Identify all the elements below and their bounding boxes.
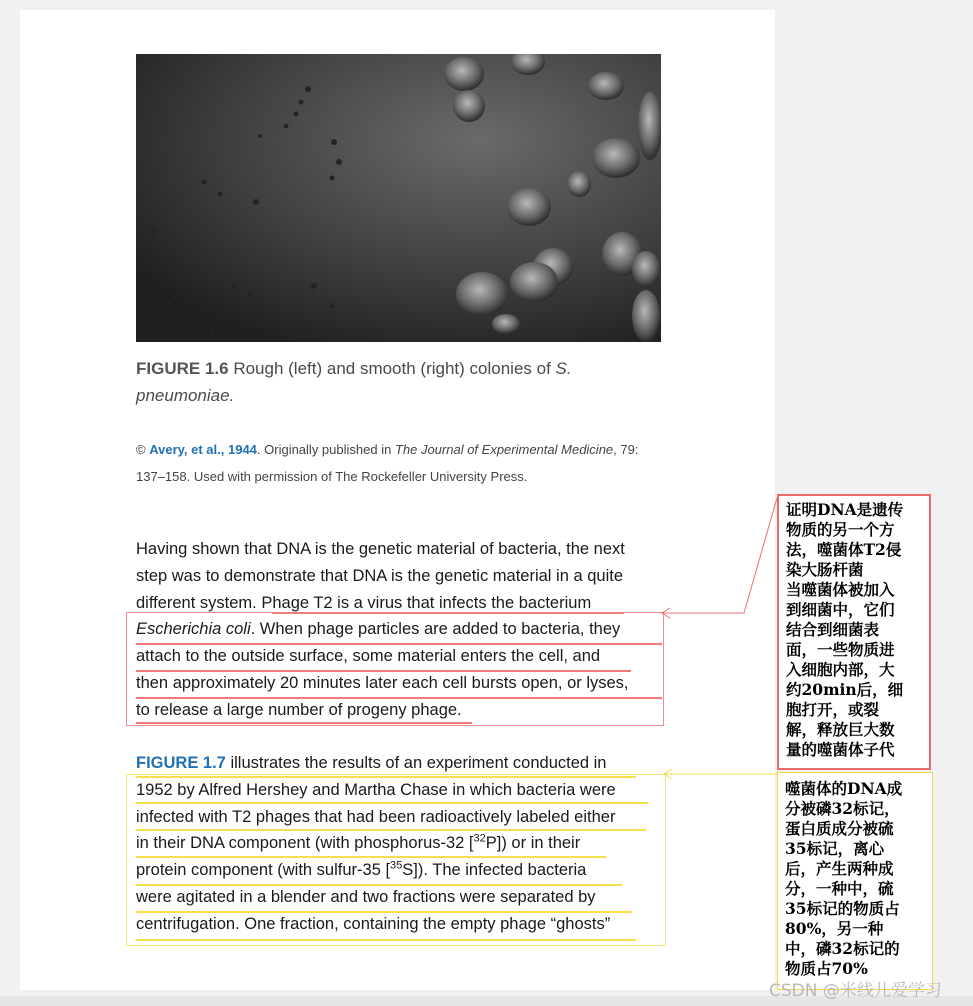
note-line: 入细胞内部，大 xyxy=(786,660,895,679)
note-line: 噬菌体的DNA成 xyxy=(785,779,903,798)
organism-name: Escherichia coli xyxy=(136,620,251,639)
note-line: 法，噬菌体T2侵 xyxy=(786,540,902,559)
paragraph-1-line: step was to demonstrate that DNA is the genetic material in a quite xyxy=(136,566,624,585)
note-line: 35标记，离心 xyxy=(785,839,885,858)
citation-link[interactable]: Avery, et al., 1944 xyxy=(149,442,257,457)
species-name-part2: pneumoniae. xyxy=(136,386,235,405)
csdn-watermark: CSDN @米线儿爱学习 xyxy=(769,981,942,1001)
note-line: 80%，另一种 xyxy=(785,919,884,938)
figure-reference-link[interactable]: FIGURE 1.7 xyxy=(136,754,226,772)
isotope-superscript: 32 xyxy=(473,832,486,845)
note-line: 证明DNA是遗传 xyxy=(786,500,904,519)
note-line: 分，一种中，硫 xyxy=(785,879,894,898)
credit-text: . Originally published in xyxy=(256,442,395,457)
note-line: 到细菌中，它们 xyxy=(786,600,895,619)
paragraph-1-line: then approximately 20 minutes later each cell bursts open, or lyses, xyxy=(136,673,629,692)
paragraph-2-line: illustrates the results of an experiment conducted in xyxy=(225,754,607,772)
note-line: 物质的另一个方 xyxy=(786,520,895,539)
note-line: 染大肠杆菌 xyxy=(786,560,864,579)
note-line: 35标记的物质占 xyxy=(785,899,900,918)
note-line: 当噬菌体被加入 xyxy=(786,580,895,599)
note-line: 约20min后，细 xyxy=(786,680,904,699)
paragraph-2-line: 1952 by Alfred Hershey and Martha Chase in which bacteria were xyxy=(136,780,616,799)
paragraph-2-line: centrifugation. One fraction, containing the empty phage “ghosts” xyxy=(136,914,611,933)
paragraph-2-line: were agitated in a blender and two fractions were separated by xyxy=(136,887,596,906)
paragraph-2-line: protein component (with sulfur-35 [ xyxy=(136,861,391,880)
isotope-superscript: 35 xyxy=(390,859,403,872)
paragraph-2-line: in their DNA component (with phosphorus-32 [ xyxy=(136,834,474,853)
credit-line-2: 137–158. Used with permission of The Rockefeller University Press. xyxy=(136,469,528,484)
note-line: 结合到细菌表 xyxy=(786,620,880,639)
paragraph-1-line: to release a large number of progeny phage. xyxy=(136,700,462,719)
paragraph-1-line: attach to the outside surface, some material enters the cell, and xyxy=(136,647,601,666)
copyright-symbol: © xyxy=(136,442,146,457)
paragraph-2-line: infected with T2 phages that had been radioactively labeled either xyxy=(136,807,616,826)
paragraph-1-line: . When phage particles are added to bacteria, they xyxy=(250,620,621,639)
note-line: 蛋白质成分被硫 xyxy=(785,819,894,838)
paragraph-2-line: P]) or in their xyxy=(485,834,581,853)
paragraph-2-line: S]). The infected bacteria xyxy=(402,861,587,880)
annotation-note-red xyxy=(777,494,931,770)
annotation-note-yellow xyxy=(777,772,933,990)
note-line: 面，一些物质进 xyxy=(786,640,895,659)
species-name-part1: S. xyxy=(555,359,572,378)
note-line: 胞打开，或裂 xyxy=(786,700,880,719)
credit-volume: , 79: xyxy=(613,442,639,457)
paragraph-1-line: different system. Phage T2 is a virus that infects the bacterium xyxy=(136,593,592,612)
note-line: 分被磷32标记， xyxy=(785,799,900,818)
figure-label: FIGURE 1.6 xyxy=(136,359,229,378)
paragraph-1-line: Having shown that DNA is the genetic material of bacteria, the next xyxy=(136,540,625,558)
note-line: 中，磷32标记的 xyxy=(785,939,900,958)
note-line: 后，产生两种成 xyxy=(785,859,894,878)
note-line: 量的噬菌体子代 xyxy=(786,740,895,759)
note-line: 物质占70% xyxy=(785,959,868,978)
caption-text: Rough (left) and smooth (right) colonies of xyxy=(228,359,556,378)
journal-name: The Journal of Experimental Medicine xyxy=(394,442,614,457)
note-line: 解，释放巨大数 xyxy=(786,720,895,739)
